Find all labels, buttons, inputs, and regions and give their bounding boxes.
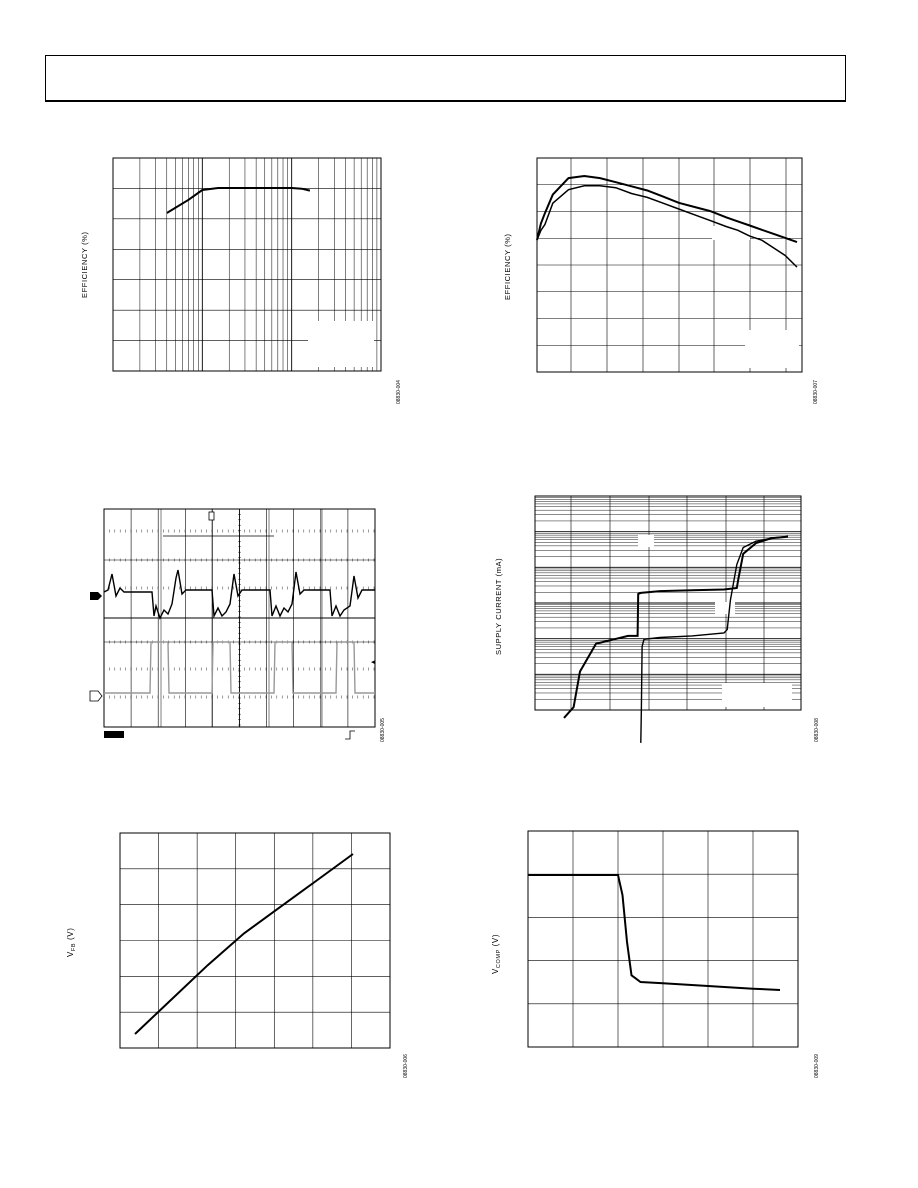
figure-number: 08830-008: [814, 718, 820, 742]
y-axis-label: EFFICIENCY (%): [503, 233, 512, 300]
figure-number: 08830-004: [396, 380, 402, 404]
figure-number: 08830-006: [403, 1054, 409, 1078]
y-axis-label: $V_{COMP}$ (V): [491, 933, 502, 974]
figure-number: 08830-005: [380, 718, 386, 742]
figure-number: 08830-007: [813, 380, 819, 404]
vcomp-curve: [528, 875, 780, 990]
y-axis-label: $V_{FB}$ (V): [66, 927, 77, 957]
figure-number: 08830-009: [814, 1054, 820, 1078]
y-axis-label: EFFICIENCY (%): [80, 231, 89, 298]
y-axis-label: SUPPLY CURRENT (mA): [494, 557, 503, 655]
right-edge-marker: ◂: [371, 659, 375, 666]
